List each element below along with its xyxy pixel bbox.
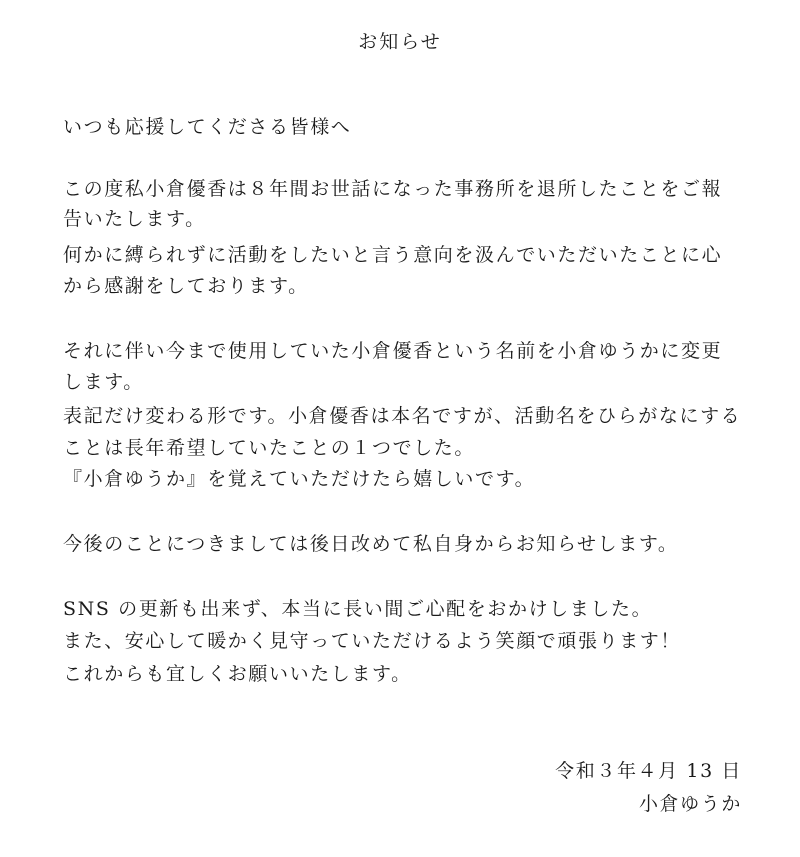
document-date: 令和３年４月 13 日 <box>555 760 742 782</box>
paragraph-1-line-2: 告いたします。 <box>63 208 206 230</box>
paragraph-2-line-3: 表記だけ変わる形です。小倉優香は本名ですが、活動名をひらがなにする <box>63 405 742 427</box>
document-title: お知らせ <box>358 31 442 53</box>
paragraph-1-line-1: この度私小倉優香は８年間お世話になった事務所を退所したことをご報 <box>63 178 723 200</box>
paragraph-3-line-1: 今後のことにつきましては後日改めて私自身からお知らせします。 <box>63 533 679 555</box>
paragraph-1-line-3: 何かに縛られずに活動をしたいと言う意向を汲んでいただいたことに心 <box>63 244 723 266</box>
paragraph-2-line-4: ことは長年希望していたことの１つでした。 <box>63 437 476 459</box>
greeting-line: いつも応援してくださる皆様へ <box>63 116 352 138</box>
paragraph-2-line-2: します。 <box>63 371 144 393</box>
paragraph-2-line-1: それに伴い今まで使用していた小倉優香という名前を小倉ゆうかに変更 <box>63 340 723 362</box>
paragraph-4-line-3: これからも宜しくお願いいたします。 <box>63 663 412 685</box>
paragraph-4-line-1: SNS の更新も出来ず、本当に長い間ご心配をおかけしました。 <box>63 598 653 620</box>
signature: 小倉ゆうか <box>638 793 742 815</box>
paragraph-4-line-2: また、安心して暖かく見守っていただけるよう笑顔で頑張ります！ <box>63 630 682 652</box>
paragraph-2-line-5: 『小倉ゆうか』を覚えていただけたら嬉しいです。 <box>63 468 536 490</box>
paragraph-1-line-4: から感謝をしております。 <box>63 275 309 297</box>
